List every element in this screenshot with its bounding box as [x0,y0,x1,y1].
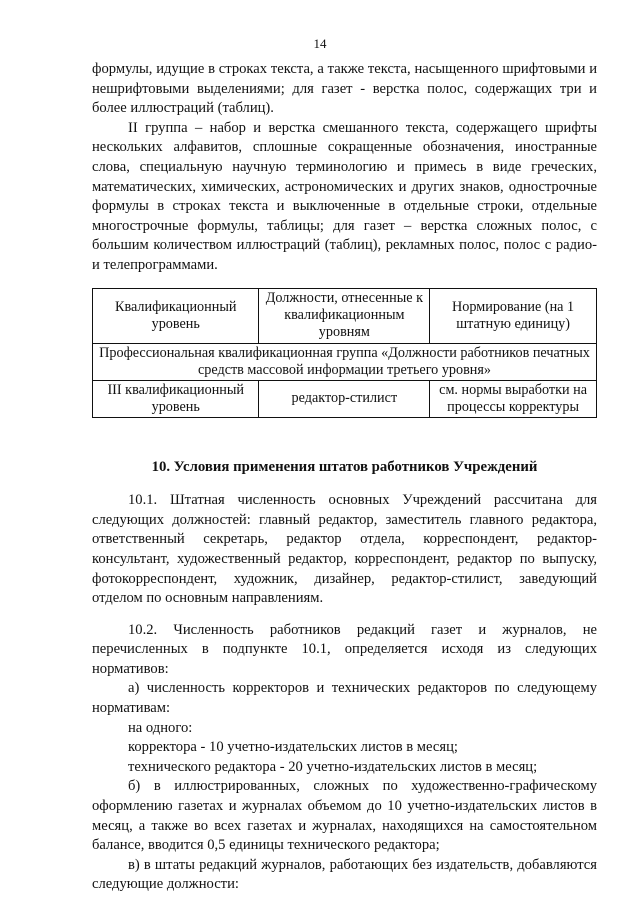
item-a-line-2: корректора - 10 учетно-издательских листов в месяц; [128,739,458,756]
paragraph-group-2: II группа – набор и верстка смешанного текста, содержащего шрифты нескольких алфавитов, сплошные сокращенные обозначения, иностранные слова, специальную научную терминологию и примесь в виде греческих, математических, химических, астрономических и других знаков, одностpочные формулы в строках текста и выключенные в отдельные строки, отдельные многострочные формулы, таблицы; для газет – верстка сложных полос, с большим количеством иллюстраций (таблиц), рекламных полос, полос с радио- и телепрограммами. [92,119,597,273]
table-row [93,380,597,417]
paragraph-10-1: 10.1. Штатная численность основных Учреждений рассчитана для следующих должностей: главный редактор, заместитель главного редактора, ответственный секретарь, редактор отдела, корреспондент, редактор-консультант, художественный редактор, корреспондент, редактор по выпуску, фотокорреспондент, художник, дизайнер, редактор-стилист, заведующий отделом по основным направлениям. [92,492,597,607]
cell-position: редактор-стилист [259,380,430,417]
table-group-row [93,343,597,380]
cell-norm: см. нормы выработки на процессы корректуры [430,380,597,417]
document-body [92,60,597,895]
group-title: Профессиональная квалификационная группа «Должности работников печатных средств массовой информации третьего уровня» [93,343,597,380]
item-b: б) в иллюстрированных, сложных по художественно-графическому оформлению газетах и журналах объемом до 10 учетно-издательских листов в месяц, а также во всех газетах и журналах, находящихся на самостоятельном балансе, вводится 0,5 единицы технического редактора; [92,778,597,854]
section-title: 10. Условия применения штатов работников Учреждений [151,458,538,475]
cell-level: III квалификационный уровень [93,380,259,417]
page-number: 14 [313,36,327,51]
header-norm: Нормирование (на 1 штатную единицу) [430,288,597,343]
item-a-line-3: технического редактора - 20 учетно-издательских листов в месяц; [128,758,538,775]
item-a-line-1: на одного: [128,719,193,736]
item-a: а) численность корректоров и технических редакторов по следующему нормативам: [92,680,597,717]
header-qualification-level: Квалификационный уровень [93,288,259,343]
qualification-table [92,288,597,418]
paragraph-intro-1: формулы, идущие в строках текста, а также текста, насыщенного шрифтовыми и нешрифтовыми выделениями; для газет - верстка полос, содержащих три и более иллюстраций (таблиц). [92,61,597,117]
table-header-row [93,288,597,343]
header-positions: Должности, отнесенные к квалификационным уровням [259,288,430,343]
paragraph-10-2: 10.2. Численность работников редакций газет и журналов, не перечисленных в подпункте 10.1, определяется исходя из следующих нормативов: [92,621,597,677]
item-v: в) в штаты редакций журналов, работающих без издательств, добавляются следующие должности: [92,856,597,893]
